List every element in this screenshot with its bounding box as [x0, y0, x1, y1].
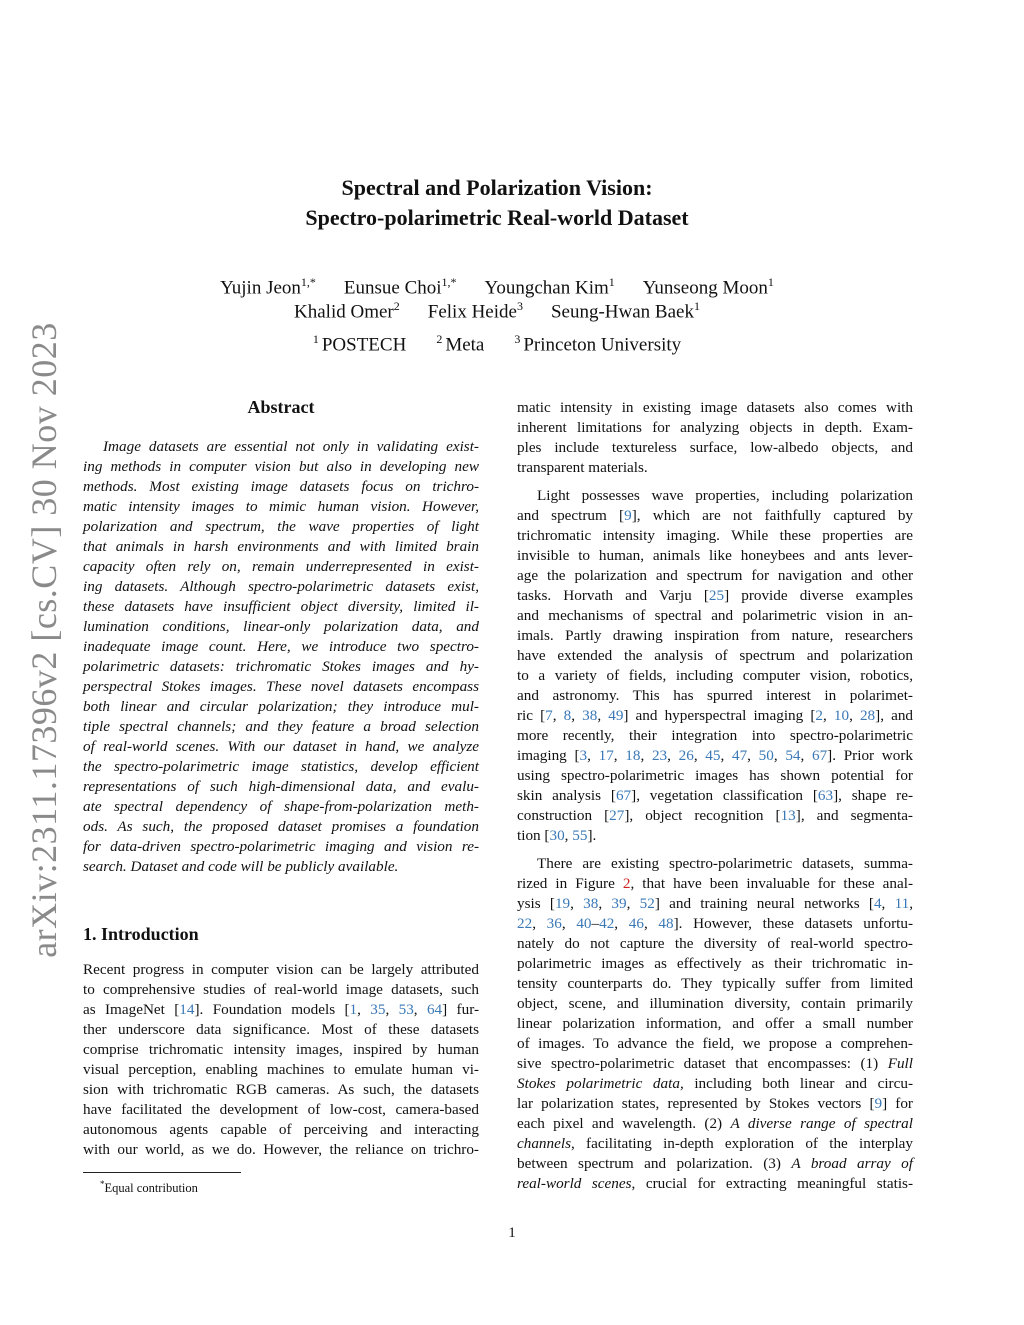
citation-link[interactable]: 14 — [179, 1001, 195, 1018]
body-line: object, scene, and illumination diversity, contain primarily — [517, 995, 913, 1012]
body-line: matic intensity in existing image datasets also comes with — [517, 399, 913, 416]
body-line: polarimetric images as effectively as their trichromatic in- — [517, 955, 913, 972]
body-line: and mechanisms of spectral and polarimetric vision in an- — [517, 607, 913, 624]
body-line: tion [30, 55]. — [517, 827, 597, 844]
abstract-line: ate spectral dependency of shape-from-polarization meth- — [83, 798, 479, 815]
citation-link[interactable]: 27 — [609, 807, 625, 824]
citation-link[interactable]: 2 — [815, 707, 823, 724]
citation-link[interactable]: 39 — [611, 895, 627, 912]
affiliation-number: 1 — [312, 332, 319, 346]
citation-link[interactable]: 9 — [874, 1095, 883, 1112]
body-line: There are existing spectro-polarimetric datasets, summa- — [537, 855, 913, 872]
abstract-line: search. Dataset and code will be publicly available. — [83, 858, 399, 875]
abstract-line: inadequate image count. Here, we introduce two spectro- — [83, 638, 479, 655]
author-name: Yujin Jeon — [220, 277, 301, 299]
author-affiliation-mark: 1,* — [441, 275, 457, 289]
author-name: Seung-Hwan Baek — [550, 301, 694, 323]
body-line: lar polarization states, represented by Stokes vectors [9] for — [517, 1095, 913, 1112]
author-affiliation-mark: 1 — [767, 275, 774, 289]
body-line: Light possesses wave properties, including polarization — [537, 487, 913, 504]
intro-line: have facilitated the development of low-cost, camera-based — [83, 1101, 479, 1118]
citation-link[interactable]: 64 — [426, 1001, 443, 1018]
body-line: imaging [3, 17, 18, 23, 26, 45, 47, 50, 54, 67]. Prior work — [517, 747, 913, 764]
intro-line: with our world, as we do. However, the reliance on trichro- — [83, 1141, 479, 1158]
body-line: of images. To advance the field, we propose a comprehen- — [517, 1035, 913, 1052]
body-line: ysis [19, 38, 39, 52] and training neural networks [4, 11, — [517, 895, 914, 912]
arxiv-identifier — [0, 0, 80, 1325]
author-name: Yunseong Moon — [642, 277, 768, 299]
body-line: using spectro-polarimetric images has shown potential for — [517, 767, 913, 784]
intro-line: sion with trichromatic RGB cameras. As such, the datasets — [83, 1081, 479, 1098]
citation-link[interactable]: 63 — [817, 787, 834, 804]
citation-link[interactable]: 13 — [780, 807, 796, 824]
body-line: to a variety of fields, including computer vision, robotics, — [517, 667, 913, 684]
citation-link[interactable]: 30 — [549, 827, 565, 844]
body-line: construction [27], object recognition [13], and segmenta- — [517, 807, 913, 824]
citation-link[interactable]: 35 — [370, 1001, 386, 1018]
citation-link[interactable]: 67 — [615, 787, 632, 804]
citation-link[interactable]: 42 — [599, 915, 615, 932]
affiliation-number: 3 — [514, 332, 521, 346]
author-list-row-2 — [130, 294, 864, 324]
body-line: ric [7, 8, 38, 49] and hyperspectral imaging [2, 10, 28], and — [517, 707, 914, 724]
right-column — [517, 398, 913, 1194]
body-line: and spectrum [9], which are not faithfully captured by — [517, 507, 914, 524]
abstract-line: ing methods in computer vision but also in developing new — [83, 458, 479, 475]
body-line: each pixel and wavelength. (2) A diverse range of spectral — [517, 1115, 913, 1132]
citation-link[interactable]: 36 — [546, 915, 562, 932]
citation-link[interactable]: 28 — [859, 707, 876, 724]
body-line: inherent limitations for analyzing objects in depth. Exam- — [517, 419, 913, 436]
abstract-line: ing datasets. Although spectro-polarimetric datasets exist, — [83, 578, 479, 595]
abstract-line: polarization and spectrum, the wave properties of light — [83, 518, 479, 535]
body-line: channels, facilitating in-depth exploration of the interplay — [517, 1135, 913, 1152]
affiliation-name: Meta — [445, 334, 485, 356]
arxiv-identifier-text: arXiv:2311.17396v2 [cs.CV] 30 Nov 2023 — [24, 322, 64, 958]
body-line: skin analysis [67], vegetation classification [63], shape re- — [517, 787, 914, 804]
citation-link[interactable]: 40 — [576, 915, 592, 932]
body-line: trichromatic intensity imaging. While these properties are — [517, 527, 913, 544]
citation-link[interactable]: 48 — [658, 915, 674, 932]
introduction-section — [83, 922, 479, 1160]
abstract-line: lumination conditions, linear-only polarization data, and — [83, 618, 479, 635]
body-line: age the polarization and spectrum for navigation and other — [517, 567, 913, 584]
intro-line: comprise trichromatic intensity images, inspired by human — [83, 1041, 479, 1058]
abstract-line: for data-driven spectro-polarimetric imaging and vision re- — [83, 838, 479, 855]
footnote-mark: * — [100, 1179, 105, 1189]
paper-title — [130, 173, 864, 233]
abstract-heading: Abstract — [247, 397, 315, 417]
citation-link[interactable]: 18 — [625, 747, 641, 764]
citation-link[interactable]: 55 — [572, 827, 588, 844]
affiliation-name: POSTECH — [321, 334, 407, 356]
abstract-line: that animals in harsh environments and with limited brain — [83, 538, 479, 555]
intro-line: ther underscore data significance. Most of these datasets — [83, 1021, 479, 1038]
author-name: Felix Heide — [427, 301, 517, 323]
body-line: 22, 36, 40–42, 46, 48]. However, these datasets unfortu- — [517, 915, 914, 932]
author-name: Khalid Omer — [294, 301, 394, 323]
intro-line: Recent progress in computer vision can be largely attributed — [83, 961, 479, 978]
body-line: tensity counterparts do. They typically suffer from limited — [517, 975, 913, 992]
citation-link[interactable]: 10 — [833, 707, 850, 724]
body-line: invisible to human, animals like honeybees and ants lever- — [517, 547, 913, 564]
citation-link[interactable]: 4 — [873, 895, 882, 912]
body-line: ples include textureless surface, low-albedo objects, and — [517, 439, 913, 456]
abstract-line: representations of such high-dimensional data, and evalu- — [83, 778, 479, 795]
abstract-line: ods. As such, the proposed dataset promises a foundation — [83, 818, 479, 835]
citation-link[interactable]: 3 — [579, 747, 588, 764]
citation-link[interactable]: 38 — [583, 895, 599, 912]
abstract-line: matic intensity images to mimic human vision. However, — [83, 498, 479, 515]
intro-line: to comprehensive studies of real-world image datasets, such — [83, 981, 479, 998]
citation-link[interactable]: 25 — [708, 587, 725, 604]
citation-link[interactable]: 50 — [758, 747, 774, 764]
abstract-body — [83, 437, 479, 877]
body-line: real-world scenes, crucial for extracting meaningful statis- — [517, 1175, 914, 1192]
citation-link[interactable]: 45 — [705, 747, 721, 764]
body-line: imals. Partly drawing inspiration from nature, researchers — [517, 627, 913, 644]
abstract-line: methods. Most existing image datasets focus on trichro- — [83, 478, 479, 495]
abstract-line: polarimetric datasets: trichromatic Stokes images and hy- — [83, 658, 479, 675]
citation-link[interactable]: 17 — [598, 747, 614, 764]
citation-link[interactable]: 7 — [545, 707, 553, 724]
citation-link[interactable]: 52 — [639, 895, 655, 912]
author-affiliation-mark: 1 — [608, 275, 615, 289]
body-line: transparent materials. — [517, 459, 648, 476]
citation-link[interactable]: 1 — [349, 1001, 358, 1018]
citation-link[interactable]: 49 — [608, 707, 624, 724]
intro-line: visual perception, enabling machines to emulate human vi- — [83, 1061, 479, 1078]
abstract-line: the spectro-polarimetric image statistics, develop efficient — [83, 758, 479, 775]
author-affiliation-mark: 2 — [393, 299, 400, 313]
title-line-1: Spectral and Polarization Vision: — [341, 175, 653, 200]
author-name: Eunsue Choi — [343, 277, 442, 299]
abstract-line: capacity often rely on, remain underrepresented in exist- — [83, 558, 479, 575]
body-line: rized in Figure 2, that have been invaluable for these anal- — [517, 875, 914, 892]
citation-link[interactable]: 46 — [628, 915, 644, 932]
author-affiliation-mark: 3 — [516, 299, 523, 313]
body-line: sive spectro-polarimetric dataset that encompasses: (1) Full — [517, 1055, 913, 1072]
citation-link[interactable]: 22 — [517, 915, 533, 932]
introduction-heading: 1. Introduction — [83, 924, 199, 944]
body-line: linear polarization information, and offer a small number — [517, 1015, 913, 1032]
body-line: tasks. Horvath and Varju [25] provide diverse examples — [517, 587, 913, 604]
body-line: have extended the analysis of spectrum and polarization — [517, 647, 913, 664]
page-number: 1 — [508, 1225, 516, 1241]
citation-link[interactable]: 11 — [894, 895, 910, 912]
body-line: more recently, their integration into spectro-polarimetric — [517, 727, 913, 744]
affiliations — [130, 327, 864, 357]
citation-link[interactable]: 26 — [678, 747, 694, 764]
citation-link[interactable]: 23 — [651, 747, 668, 764]
citation-link[interactable]: 9 — [624, 507, 632, 524]
citation-link[interactable]: 8 — [563, 707, 572, 724]
body-line: and astronomy. This has spurred interest in polarimet- — [517, 687, 913, 704]
citation-link[interactable]: 67 — [811, 747, 828, 764]
footnote — [100, 1176, 198, 1196]
citation-link[interactable]: 53 — [398, 1001, 414, 1018]
abstract-line: perspectral Stokes images. These novel datasets encompass — [83, 678, 479, 695]
citation-link[interactable]: 47 — [731, 747, 748, 764]
figure-reference-link[interactable]: 2 — [622, 875, 631, 892]
body-line: Stokes polarimetric data, including both linear and circu- — [517, 1075, 914, 1092]
affiliation-number: 2 — [436, 332, 443, 346]
abstract-line: tiple spectral channels; and they feature a broad selection — [83, 718, 479, 735]
left-column — [83, 395, 479, 877]
citation-link[interactable]: 19 — [554, 895, 571, 912]
affiliation-name: Princeton University — [523, 334, 682, 356]
abstract-line: of real-world scenes. With our dataset in hand, we analyze — [83, 738, 479, 755]
author-name: Youngchan Kim — [484, 277, 609, 299]
author-affiliation-mark: 1,* — [300, 275, 316, 289]
title-line-2: Spectro-polarimetric Real-world Dataset — [305, 205, 689, 230]
body-line: between spectrum and polarization. (3) A broad array of — [517, 1155, 913, 1172]
intro-line: as ImageNet [14]. Foundation models [1, 35, 53, 64] fur- — [83, 1001, 480, 1018]
footnote-divider — [83, 1172, 241, 1173]
intro-line: autonomous agents capable of perceiving and interacting — [83, 1121, 479, 1138]
abstract-line: both linear and circular polarization; they introduce mul- — [83, 698, 479, 715]
abstract-line: these datasets have insufficient object diversity, limited il- — [83, 598, 479, 615]
citation-link[interactable]: 38 — [582, 707, 598, 724]
footnote-text: Equal contribution — [104, 1181, 198, 1196]
author-affiliation-mark: 1 — [693, 299, 700, 313]
citation-link[interactable]: 54 — [785, 747, 801, 764]
abstract-line: Image datasets are essential not only in validating exist- — [103, 438, 479, 455]
body-line: nately do not capture the diversity of real-world spectro- — [517, 935, 913, 952]
